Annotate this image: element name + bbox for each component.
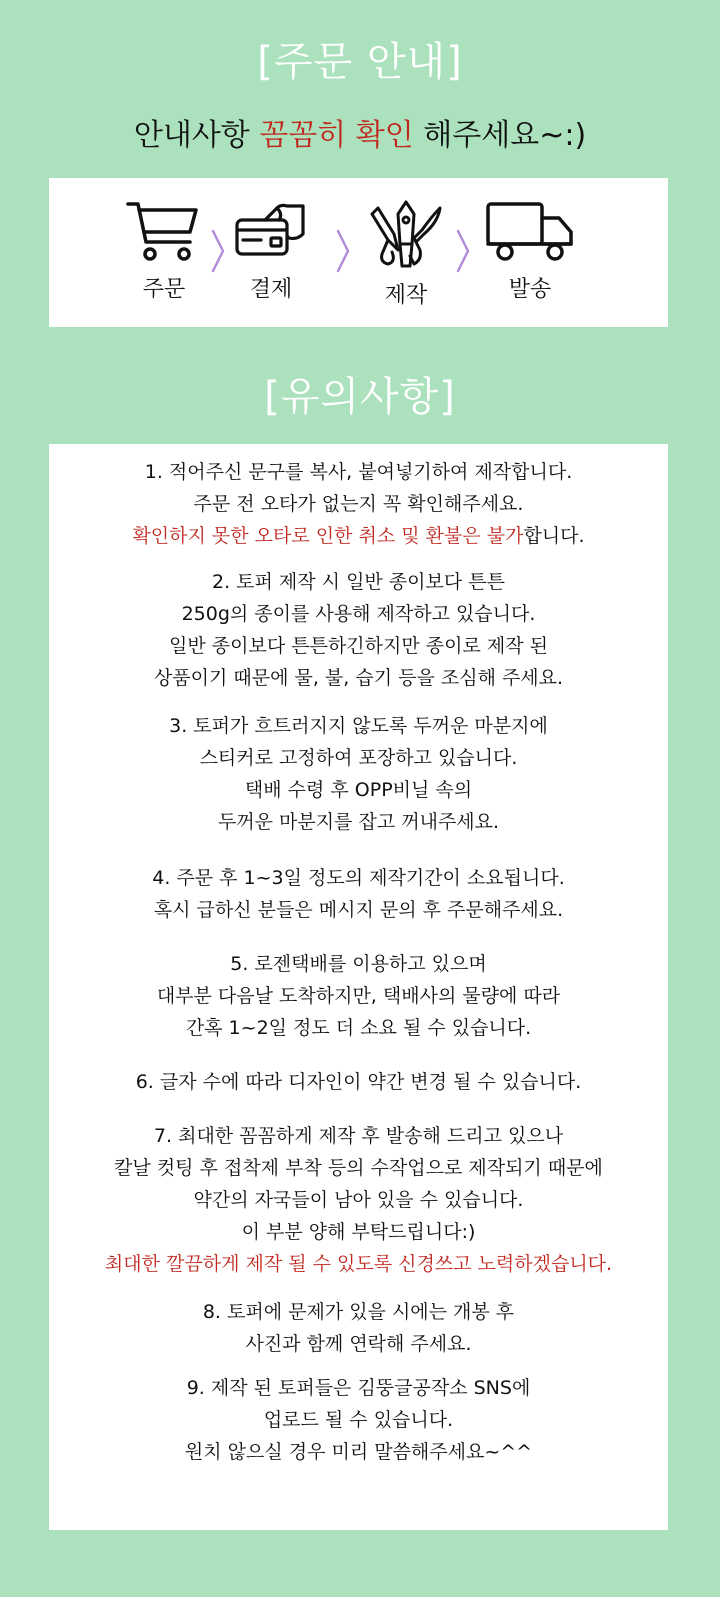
notice-title: [유의사항] — [264, 374, 456, 420]
notice-item-8 — [49, 1296, 668, 1360]
pen-brush-tools-icon — [368, 200, 444, 270]
delivery-truck-icon — [485, 200, 575, 264]
notice-line-warning — [49, 520, 668, 552]
notice-line: 대부분 다음날 도착하지만, 택배사의 물량에 따라 — [156, 985, 561, 1007]
step-label: 결제 — [249, 277, 293, 302]
notice-line: 약간의 자국들이 남아 있을 수 있습니다. — [193, 1189, 524, 1211]
step-label: 제작 — [384, 283, 428, 308]
notice-item-3 — [49, 710, 668, 838]
notice-line: 7. 최대한 꼼꼼하게 제작 후 발송해 드리고 있으나 — [153, 1125, 564, 1147]
notice-line: 9. 제작 된 토퍼들은 김뚱글공작소 SNS에 — [186, 1377, 531, 1399]
notice-item-7 — [49, 1120, 668, 1280]
chevron-right-icon — [335, 228, 351, 274]
notice-item-5 — [49, 948, 668, 1044]
notice-panel — [49, 444, 668, 1530]
notice-line: 상품이기 때문에 물, 불, 습기 등을 조심해 주세요. — [153, 667, 564, 689]
step-payment — [221, 200, 321, 303]
notice-line: 스티커로 고정하여 포장하고 있습니다. — [199, 747, 518, 769]
notice-line: 업로드 될 수 있습니다. — [263, 1409, 454, 1431]
notice-line: 250g의 종이를 사용해 제작하고 있습니다. — [181, 603, 536, 625]
subtitle-text-end: 해주세요~:) — [413, 118, 587, 153]
notice-line: 주문 전 오타가 없는지 꼭 확인해주세요. — [193, 493, 524, 515]
notice-item-4 — [49, 862, 668, 926]
step-label: 발송 — [508, 277, 552, 302]
step-label: 주문 — [142, 277, 186, 302]
notice-item-6 — [49, 1066, 668, 1098]
notice-item-2 — [49, 566, 668, 694]
card-payment-icon — [231, 200, 311, 264]
step-order — [114, 200, 214, 303]
notice-line: 이 부분 양해 부탁드립니다:) — [241, 1221, 476, 1243]
step-shipping — [480, 200, 580, 303]
subtitle-highlight: 꼼꼼히 확인 — [259, 118, 414, 153]
order-guide-subtitle — [0, 110, 720, 154]
notice-line: 간혹 1~2일 정도 더 소요 될 수 있습니다. — [185, 1017, 532, 1039]
notice-line: 1. 적어주신 문구를 복사, 붙여넣기하여 제작합니다. — [144, 461, 573, 483]
warning-suffix: 합니다. — [523, 525, 585, 547]
notice-item-1 — [49, 456, 668, 552]
notice-line: 4. 주문 후 1~3일 정도의 제작기간이 소요됩니다. — [152, 867, 565, 889]
notice-line: 칼날 컷팅 후 접착제 부착 등의 수작업으로 제작되기 때문에 — [114, 1157, 603, 1179]
shopping-cart-icon — [126, 200, 202, 264]
notice-line: 3. 토퍼가 흐트러지지 않도록 두꺼운 마분지에 — [169, 715, 548, 737]
subtitle-text: 안내사항 — [133, 118, 260, 153]
notice-line: 사진과 함께 연락해 주세요. — [245, 1333, 472, 1355]
notice-line: 원치 않으실 경우 미리 말씀해주세요~^^ — [184, 1441, 533, 1463]
notice-line: 2. 토퍼 제작 시 일반 종이보다 튼튼 — [212, 571, 505, 593]
notice-item-9 — [49, 1372, 668, 1468]
order-steps-panel — [49, 178, 668, 327]
order-guide-title: [주문 안내] — [257, 39, 463, 85]
notice-line: 6. 글자 수에 따라 디자인이 약간 변경 될 수 있습니다. — [135, 1071, 582, 1093]
notice-line: 8. 토퍼에 문제가 있을 시에는 개봉 후 — [202, 1301, 515, 1323]
step-production — [356, 200, 456, 309]
chevron-right-icon — [455, 228, 471, 274]
notice-line: 두꺼운 마분지를 잡고 꺼내주세요. — [217, 811, 500, 833]
notice-line: 혹시 급하신 분들은 메시지 문의 후 주문해주세요. — [153, 899, 564, 921]
notice-line-warning: 최대한 깔끔하게 제작 될 수 있도록 신경쓰고 노력하겠습니다. — [104, 1253, 613, 1275]
notice-line: 일반 종이보다 튼튼하긴하지만 종이로 제작 된 — [169, 635, 548, 657]
warning-text: 확인하지 못한 오타로 인한 취소 및 환불은 불가 — [132, 525, 524, 547]
notice-line: 택배 수령 후 OPP비닐 속의 — [244, 779, 473, 801]
notice-line: 5. 로젠택배를 이용하고 있으며 — [230, 953, 487, 975]
